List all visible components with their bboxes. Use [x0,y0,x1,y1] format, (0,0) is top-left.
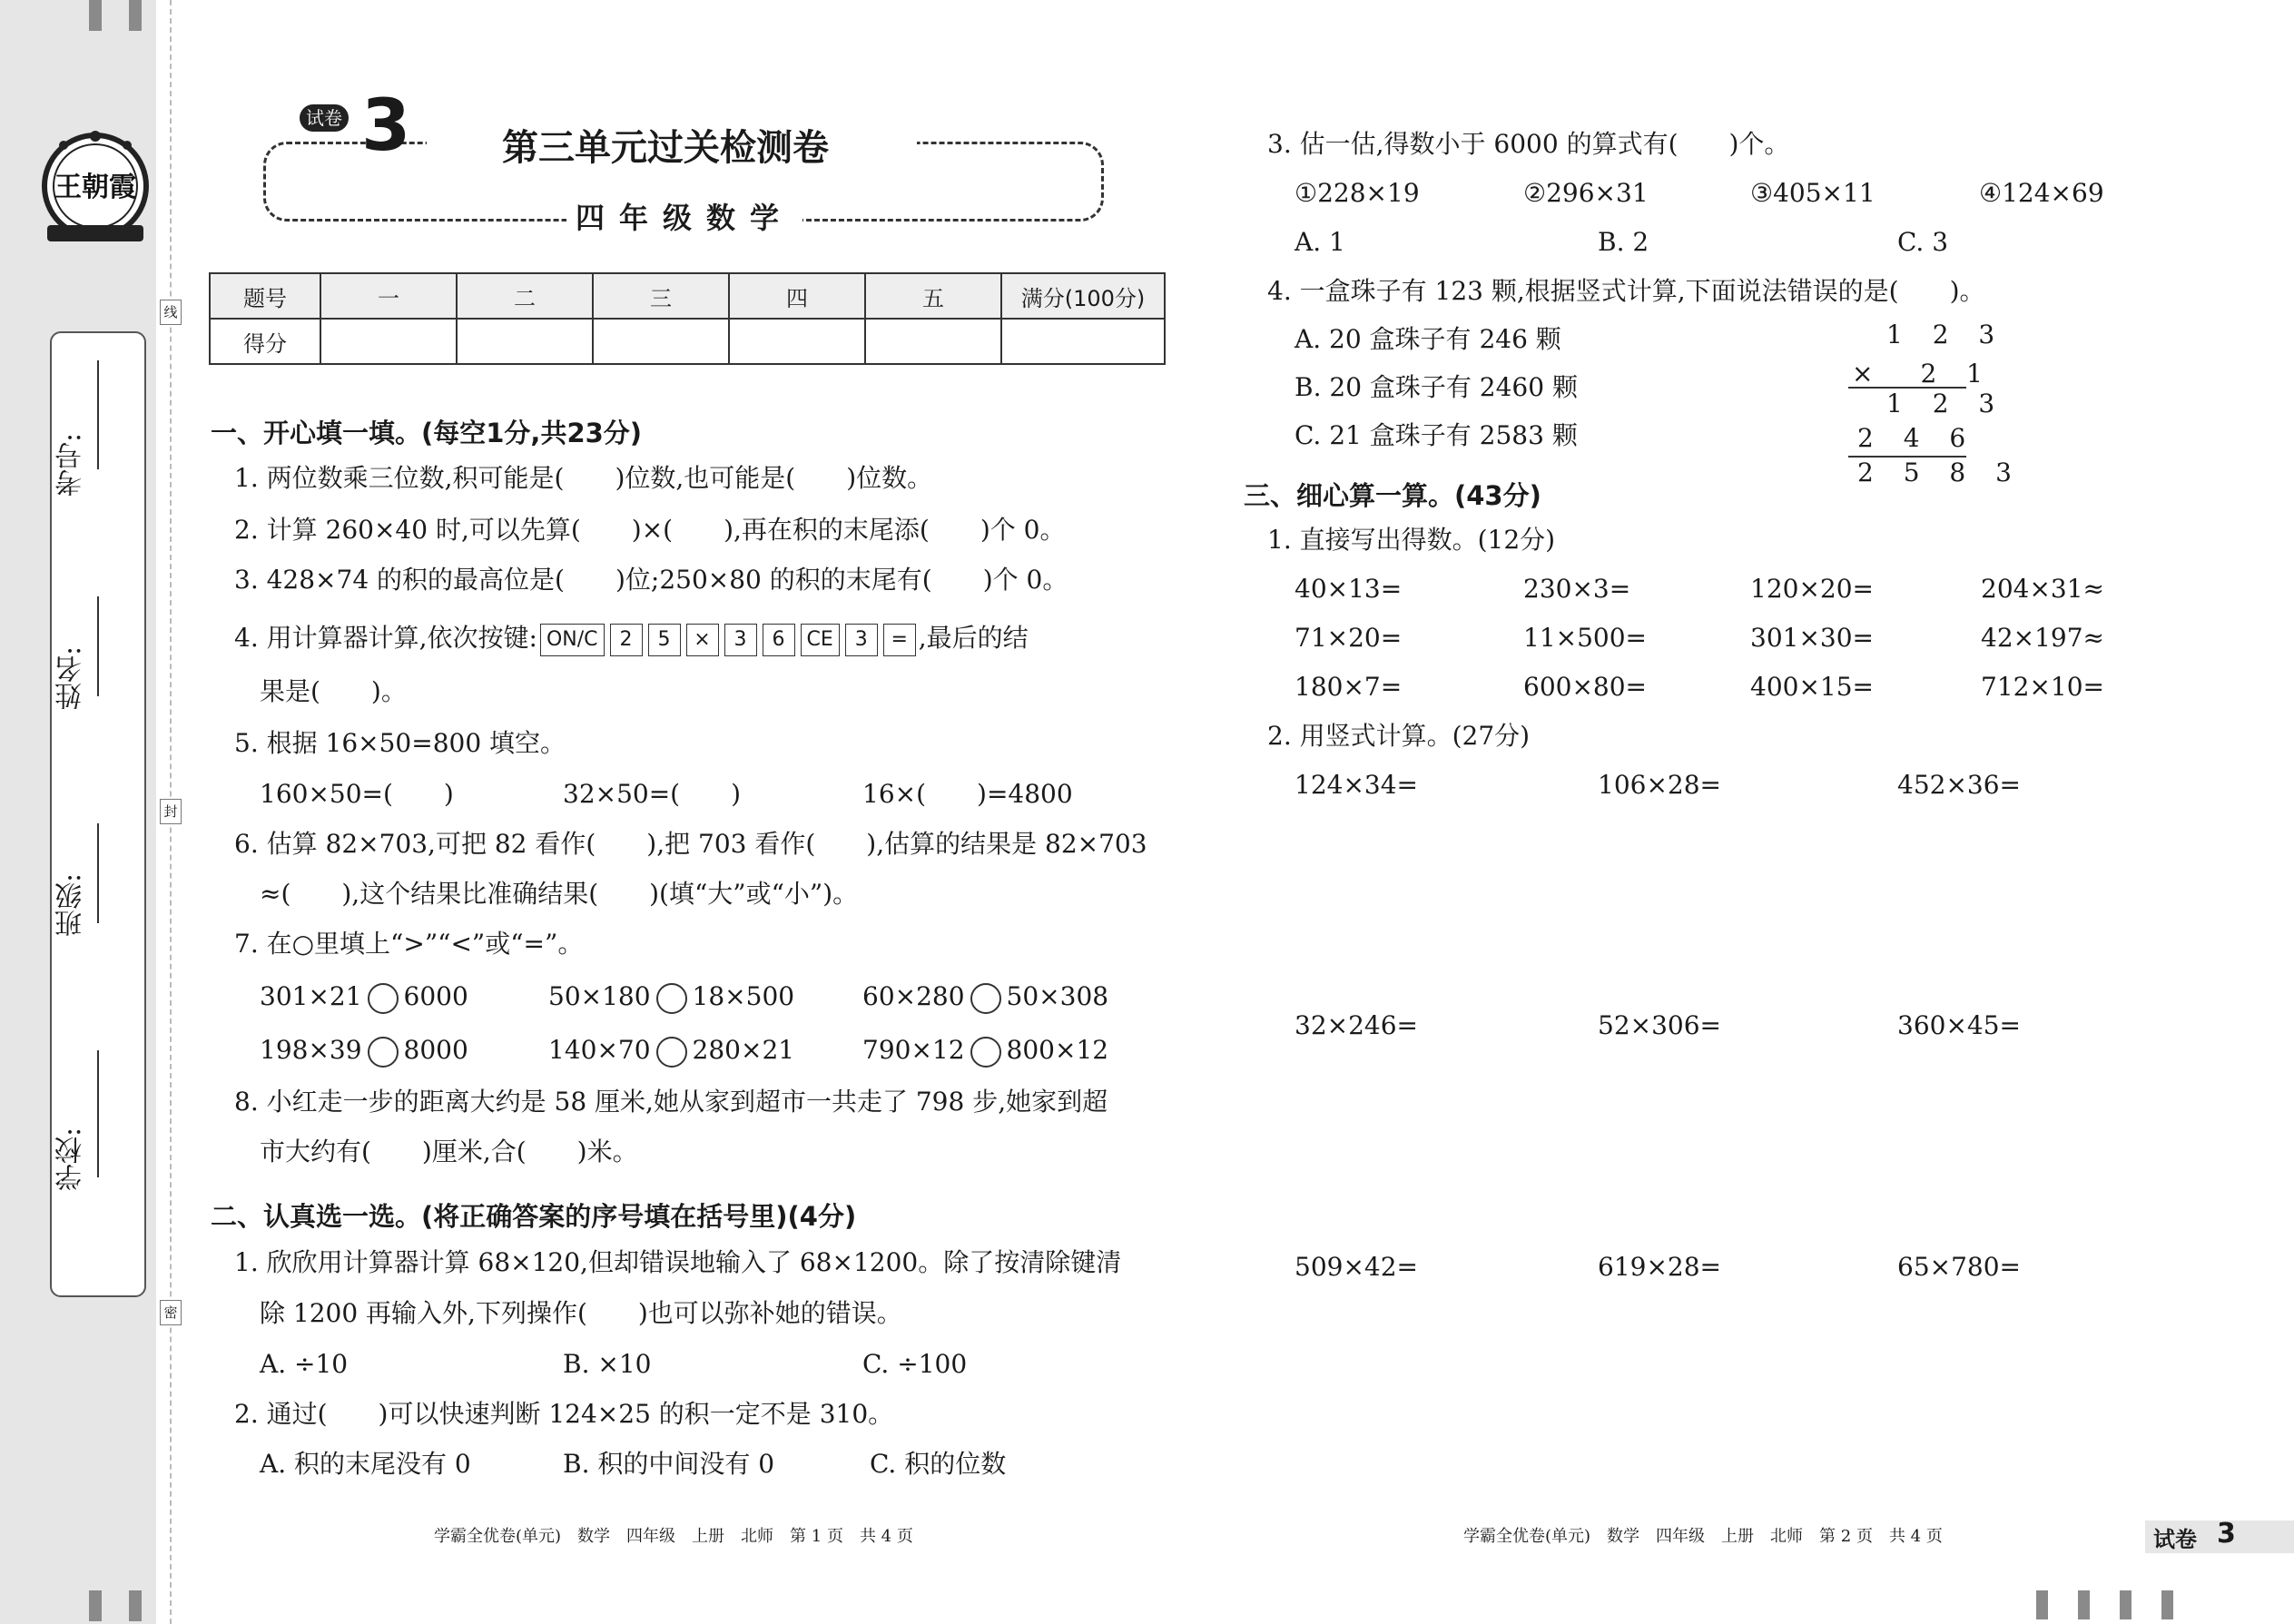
cut-mark: 线 [160,300,182,325]
exam-no-line[interactable] [97,360,100,469]
calc-item[interactable]: 65×780= [1897,1252,2021,1282]
calc-item[interactable]: 619×28= [1598,1252,1721,1282]
calc-item[interactable]: 712×10= [1981,672,2104,702]
calc-item[interactable]: 120×20= [1750,574,1874,604]
calc-item[interactable]: 52×306= [1598,1010,1721,1040]
score-input[interactable] [457,319,593,364]
calc-item[interactable]: 452×36= [1897,770,2021,800]
question: 7. 在○里填上“>”“<”或“=”。 [234,929,584,959]
cut-mark: 封 [160,799,182,824]
calc-item[interactable]: 124×34= [1295,770,1418,800]
score-row [210,319,1165,364]
calc-item[interactable]: 180×7= [1295,672,1403,702]
compare-circle[interactable] [656,1037,687,1068]
calc-key: 2 [610,624,643,656]
question: 3. 428×74 的积的最高位是( )位;250×80 的积的末尾有( )个 0。 [234,565,1068,595]
page-footer: 学霸全优卷(单元) 数学 四年级 上册 北师 第 1 页 共 4 页 [434,1527,913,1546]
compare-item: 790×12 800×12 [862,1035,1108,1068]
calc-item[interactable]: 42×197≈ [1981,623,2104,653]
score-cell: 题号 [210,273,320,319]
question: 6. 估算 82×703,可把 82 看作( ),把 703 看作( ),估算的结果是 82×703 [234,829,1147,859]
question-cont: 市大约有( )厘米,合( )米。 [260,1137,638,1166]
option[interactable]: B. 20 盒珠子有 2460 颗 [1295,372,1578,402]
option-item: ①228×19 [1295,178,1420,208]
calc-item[interactable]: 106×28= [1598,770,1721,800]
vertical-calc-line: × 2 1 [1852,359,1994,389]
fill-item: 160×50=( ) [260,779,454,809]
score-cell: 二 [457,273,593,319]
option-item: ④124×69 [1979,178,2104,208]
section3-heading: 三、细心算一算。(43分) [1244,480,1541,511]
vertical-calc-line: 1 2 3 [1886,320,2006,349]
calc-item[interactable]: 360×45= [1897,1010,2021,1040]
score-input[interactable] [593,319,729,364]
question: 2. 用竖式计算。(27分) [1267,721,1531,751]
score-input[interactable] [320,319,457,364]
score-label: 得分 [210,319,320,364]
score-cell: 三 [593,273,729,319]
option-item: ②296×31 [1523,178,1649,208]
bind-tick [2161,1590,2173,1619]
option[interactable]: C. 3 [1897,227,1949,257]
option[interactable]: A. 积的末尾没有 0 [260,1449,471,1479]
compare-item: 60×280 50×308 [862,981,1108,1014]
question-calculator [234,623,1029,656]
page-subtitle: 四年级数学 [566,195,802,237]
score-cell: 一 [320,273,457,319]
bind-tick [2120,1590,2132,1619]
calc-item[interactable]: 400×15= [1750,672,1874,702]
calc-item[interactable]: 301×30= [1750,623,1874,653]
compare-item: 301×21 6000 [260,981,468,1014]
vertical-calc-line: 2 4 6 [1857,423,1977,453]
bind-tick [2078,1590,2090,1619]
option[interactable]: A. 1 [1295,227,1345,257]
school-line[interactable] [97,1050,100,1177]
cut-mark: 密 [160,1300,182,1325]
section1-heading: 一、开心填一填。(每空1分,共23分) [211,418,643,448]
question-cont: 果是( )。 [260,676,407,706]
compare-item: 198×39 8000 [260,1035,468,1068]
class-label: 班级: [55,872,87,938]
score-header-row [210,273,1165,319]
exam-badge: 试卷 [300,104,349,132]
compare-circle[interactable] [970,983,1001,1014]
option[interactable]: A. 20 盒珠子有 246 颗 [1295,324,1561,354]
question: 1. 两位数乘三位数,积可能是( )位数,也可能是( )位数。 [234,463,933,493]
option[interactable]: B. 积的中间没有 0 [563,1449,775,1479]
option[interactable]: B. 2 [1598,227,1649,257]
calc-key: 6 [763,624,795,656]
question-cont: ≈( ),这个结果比准确结果( )(填“大”或“小”)。 [260,879,859,909]
question: 2. 通过( )可以快速判断 124×25 的积一定不是 310。 [234,1399,894,1429]
compare-circle[interactable] [368,1037,399,1068]
compare-item: 50×180 18×500 [548,981,794,1014]
class-line[interactable] [97,823,100,923]
option-item: ③405×11 [1750,178,1876,208]
score-input[interactable] [1001,319,1165,364]
compare-item: 140×70 280×21 [548,1035,794,1068]
question-text: ,最后的结 [918,623,1029,653]
calc-item[interactable]: 11×500= [1523,623,1647,653]
option[interactable]: C. ÷100 [862,1349,968,1379]
question: 3. 估一估,得数小于 6000 的算式有( )个。 [1267,129,1790,159]
question: 1. 欣欣用计算器计算 68×120,但却错误地输入了 68×1200。除了按清除键清 [234,1247,1122,1277]
calc-key: 3 [724,624,757,656]
publisher-logo [36,118,154,254]
page-title: 第三单元过关检测卷 [502,127,829,169]
score-input[interactable] [729,319,865,364]
calc-key: × [686,624,719,656]
question-text: 4. 用计算器计算,依次按键: [234,623,537,653]
score-input[interactable] [865,319,1001,364]
bind-tick [89,1590,102,1621]
option[interactable]: C. 积的位数 [870,1449,1007,1479]
compare-circle[interactable] [656,983,687,1014]
calc-item[interactable]: 32×246= [1295,1010,1418,1040]
question: 5. 根据 16×50=800 填空。 [234,728,566,758]
fill-item: 32×50=( ) [563,779,742,809]
question: 4. 一盒珠子有 123 颗,根据竖式计算,下面说法错误的是( )。 [1267,276,1985,306]
question: 8. 小红走一步的距离大约是 58 厘米,她从家到超市一共走了 798 步,她家到超 [234,1087,1108,1117]
compare-circle[interactable] [970,1037,1001,1068]
bind-tick [89,0,102,31]
score-cell: 满分(100分) [1001,273,1165,319]
student-info-box [50,331,146,1297]
calc-key: = [883,624,916,656]
page-tab-label: 试卷 [2153,1527,2197,1552]
score-cell: 五 [865,273,1001,319]
page-tab-number: 3 [2217,1518,2236,1550]
score-cell: 四 [729,273,865,319]
question-cont: 除 1200 再输入外,下列操作( )也可以弥补她的错误。 [260,1298,902,1328]
calc-key: 5 [648,624,681,656]
calc-key: 3 [845,624,878,656]
question: 2. 计算 260×40 时,可以先算( )×( ),再在积的末尾添( )个 0。 [234,515,1066,545]
option[interactable]: C. 21 盒珠子有 2583 颗 [1295,420,1578,450]
calc-item[interactable]: 509×42= [1295,1252,1418,1282]
calc-item[interactable]: 600×80= [1523,672,1647,702]
vertical-calc-line: 2 5 8 3 [1857,458,2023,487]
calc-key: CE [801,624,840,656]
calc-item[interactable]: 71×20= [1295,623,1403,653]
calc-item[interactable]: 230×3= [1523,574,1631,604]
exam-no-label: 考号: [55,432,87,497]
name-label: 姓名: [55,645,87,711]
page-footer: 学霸全优卷(单元) 数学 四年级 上册 北师 第 2 页 共 4 页 [1463,1527,1943,1546]
school-label: 学校: [55,1127,87,1192]
fill-item: 16×( )=4800 [862,779,1073,809]
compare-circle[interactable] [368,983,399,1014]
section2-heading: 二、认真选一选。(将正确答案的序号填在括号里)(4分) [211,1201,857,1232]
calc-key: ON/C [540,624,605,656]
question: 1. 直接写出得数。(12分) [1267,525,1556,555]
score-table [209,272,1166,365]
option[interactable]: B. ×10 [563,1349,652,1379]
exam-number: 3 [361,85,411,167]
calc-item[interactable]: 40×13= [1295,574,1403,604]
name-line[interactable] [97,596,100,696]
calc-item[interactable]: 204×31≈ [1981,574,2104,604]
logo-text: 王朝霞 [54,172,136,203]
bind-tick [2036,1590,2048,1619]
vertical-calc-line: 1 2 3 [1886,389,2006,418]
bind-tick [129,0,142,31]
bind-tick [129,1590,142,1621]
option[interactable]: A. ÷10 [260,1349,349,1379]
